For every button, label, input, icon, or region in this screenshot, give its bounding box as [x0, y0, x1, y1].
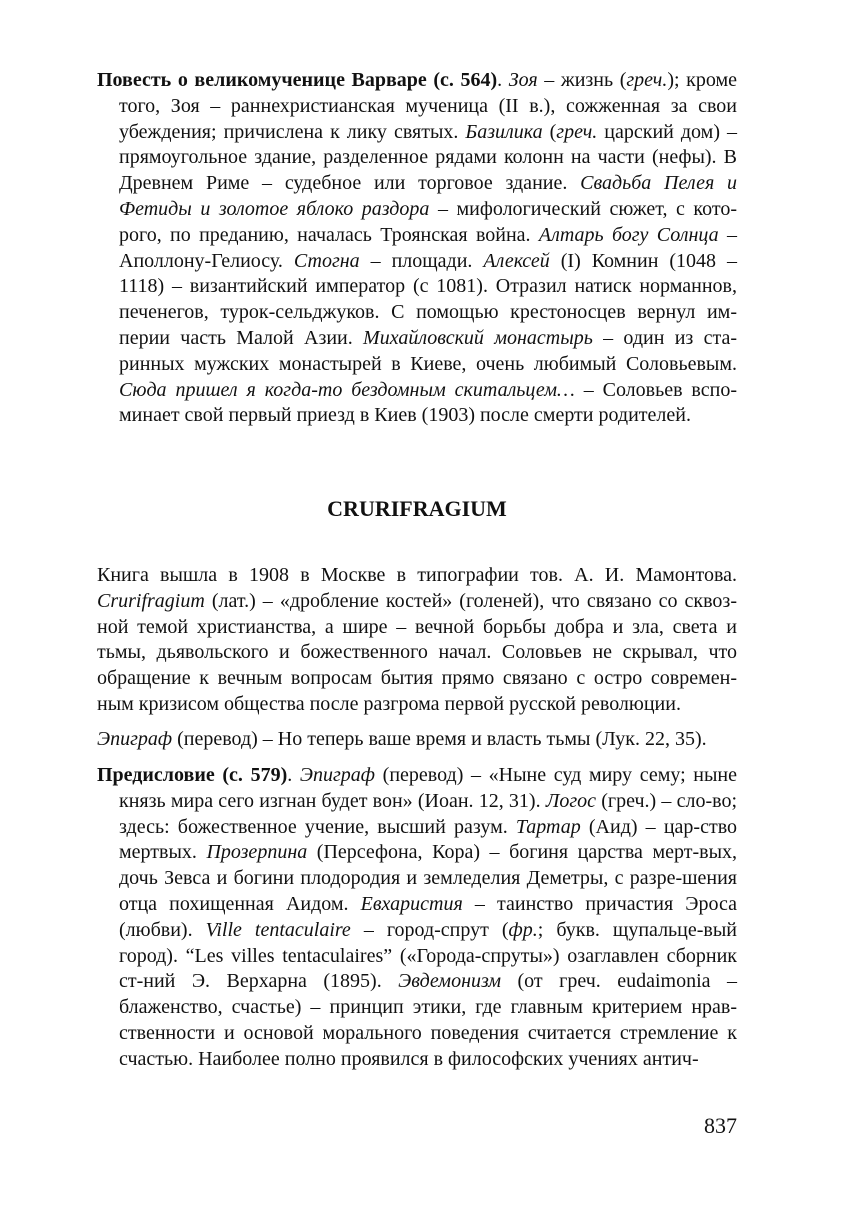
entry-title: Повесть о великомученице Варваре (с. 564): [97, 69, 498, 91]
entry-title: Предисловие (с. 579): [97, 764, 288, 786]
commentary-block-epigraph: [97, 727, 737, 753]
entry-povest-o-varvare: Повесть о великомученице Варваре (с. 564). Зоя – жизнь (греч.); кроме того, Зоя – раннехристианская мученица (II в.), сожженная за свои убеждения; причислена к лику святых. Базилика (греч. царский дом) – прямоугольное здание, разделенное рядами колонн на части (нефы). В Древнем Риме – судебное или торговое здание. Свадьба Пелея и Фетиды и золотое яблоко раздора – мифологический сюжет, с кото-рого, по преданию, началась Троянская война. Алтарь богу Солнца – Аполлону-Гелиосу. Стогна – площади. Алексей (I) Комнин (1048 – 1118) – византийский император (с 1081). Отразил натиск норманнов, печенегов, турок-сельджуков. С помощью крестоносцев вернул им-перии часть Малой Азии. Михайловский монастырь – один из ста-ринных мужских монастырей в Киеве, очень любимый Соловьевым. Сюда пришел я когда-то бездомным скитальцем… – Соловьев вспо-минает свой первый приезд в Киев (1903) после смерти родителей.: [97, 69, 738, 427]
commentary-block-preface: [97, 763, 737, 1073]
commentary-block-intro: [97, 563, 737, 718]
section-heading: CRURIFRAGIUM: [327, 496, 507, 521]
epigraph-paragraph: Эпиграф (перевод) – Но теперь ваше время и власть тьмы (Лук. 22, 35).: [97, 728, 707, 750]
commentary-block-top: [97, 68, 737, 429]
intro-paragraph: Книга вышла в 1908 в Москве в типографии тов. А. И. Мамонтова. Crurifragium (лат.) – «дробление костей» (голеней), что связано со сквоз-ной темой христианства, а шире – вечной борьбы добра и зла, света и тьмы, дьявольского и божественного начал. Соловьев не скрывал, что обращение к вечным вопросам бытия прямо связано с остро современ-ным кризисом общества после разгрома первой русской революции.: [97, 564, 737, 715]
entry-predislovie: Предисловие (с. 579). Эпиграф (перевод) – «Ныне суд миру сему; ныне князь мира сего изгнан будет вон» (Иоан. 12, 31). Логос (греч.) – сло-во; здесь: божественное учение, высший разум. Тартар (Аид) – цар-ство мертвых. Прозерпина (Персефона, Кора) – богиня царства мерт-вых, дочь Зевса и богини плодородия и земледелия Деметры, с разре-шения отца похищенная Аидом. Евхаристия – таинство причастия Эроса (любви). Ville tentaculaire – город-спрут (фр.; букв. щупальце-вый город). “Les villes tentaculaires” («Города-спруты») озаглавлен сборник ст-ний Э. Верхарна (1895). Эвдемонизм (от греч. eudaimonia – блаженство, счастье) – принцип этики, где главным критерием нрав-ственности и основой морального поведения считается стремление к счастью. Наиболее полно проявился в философских учениях антич-: [97, 764, 738, 1070]
page-number: 837: [704, 1113, 737, 1138]
